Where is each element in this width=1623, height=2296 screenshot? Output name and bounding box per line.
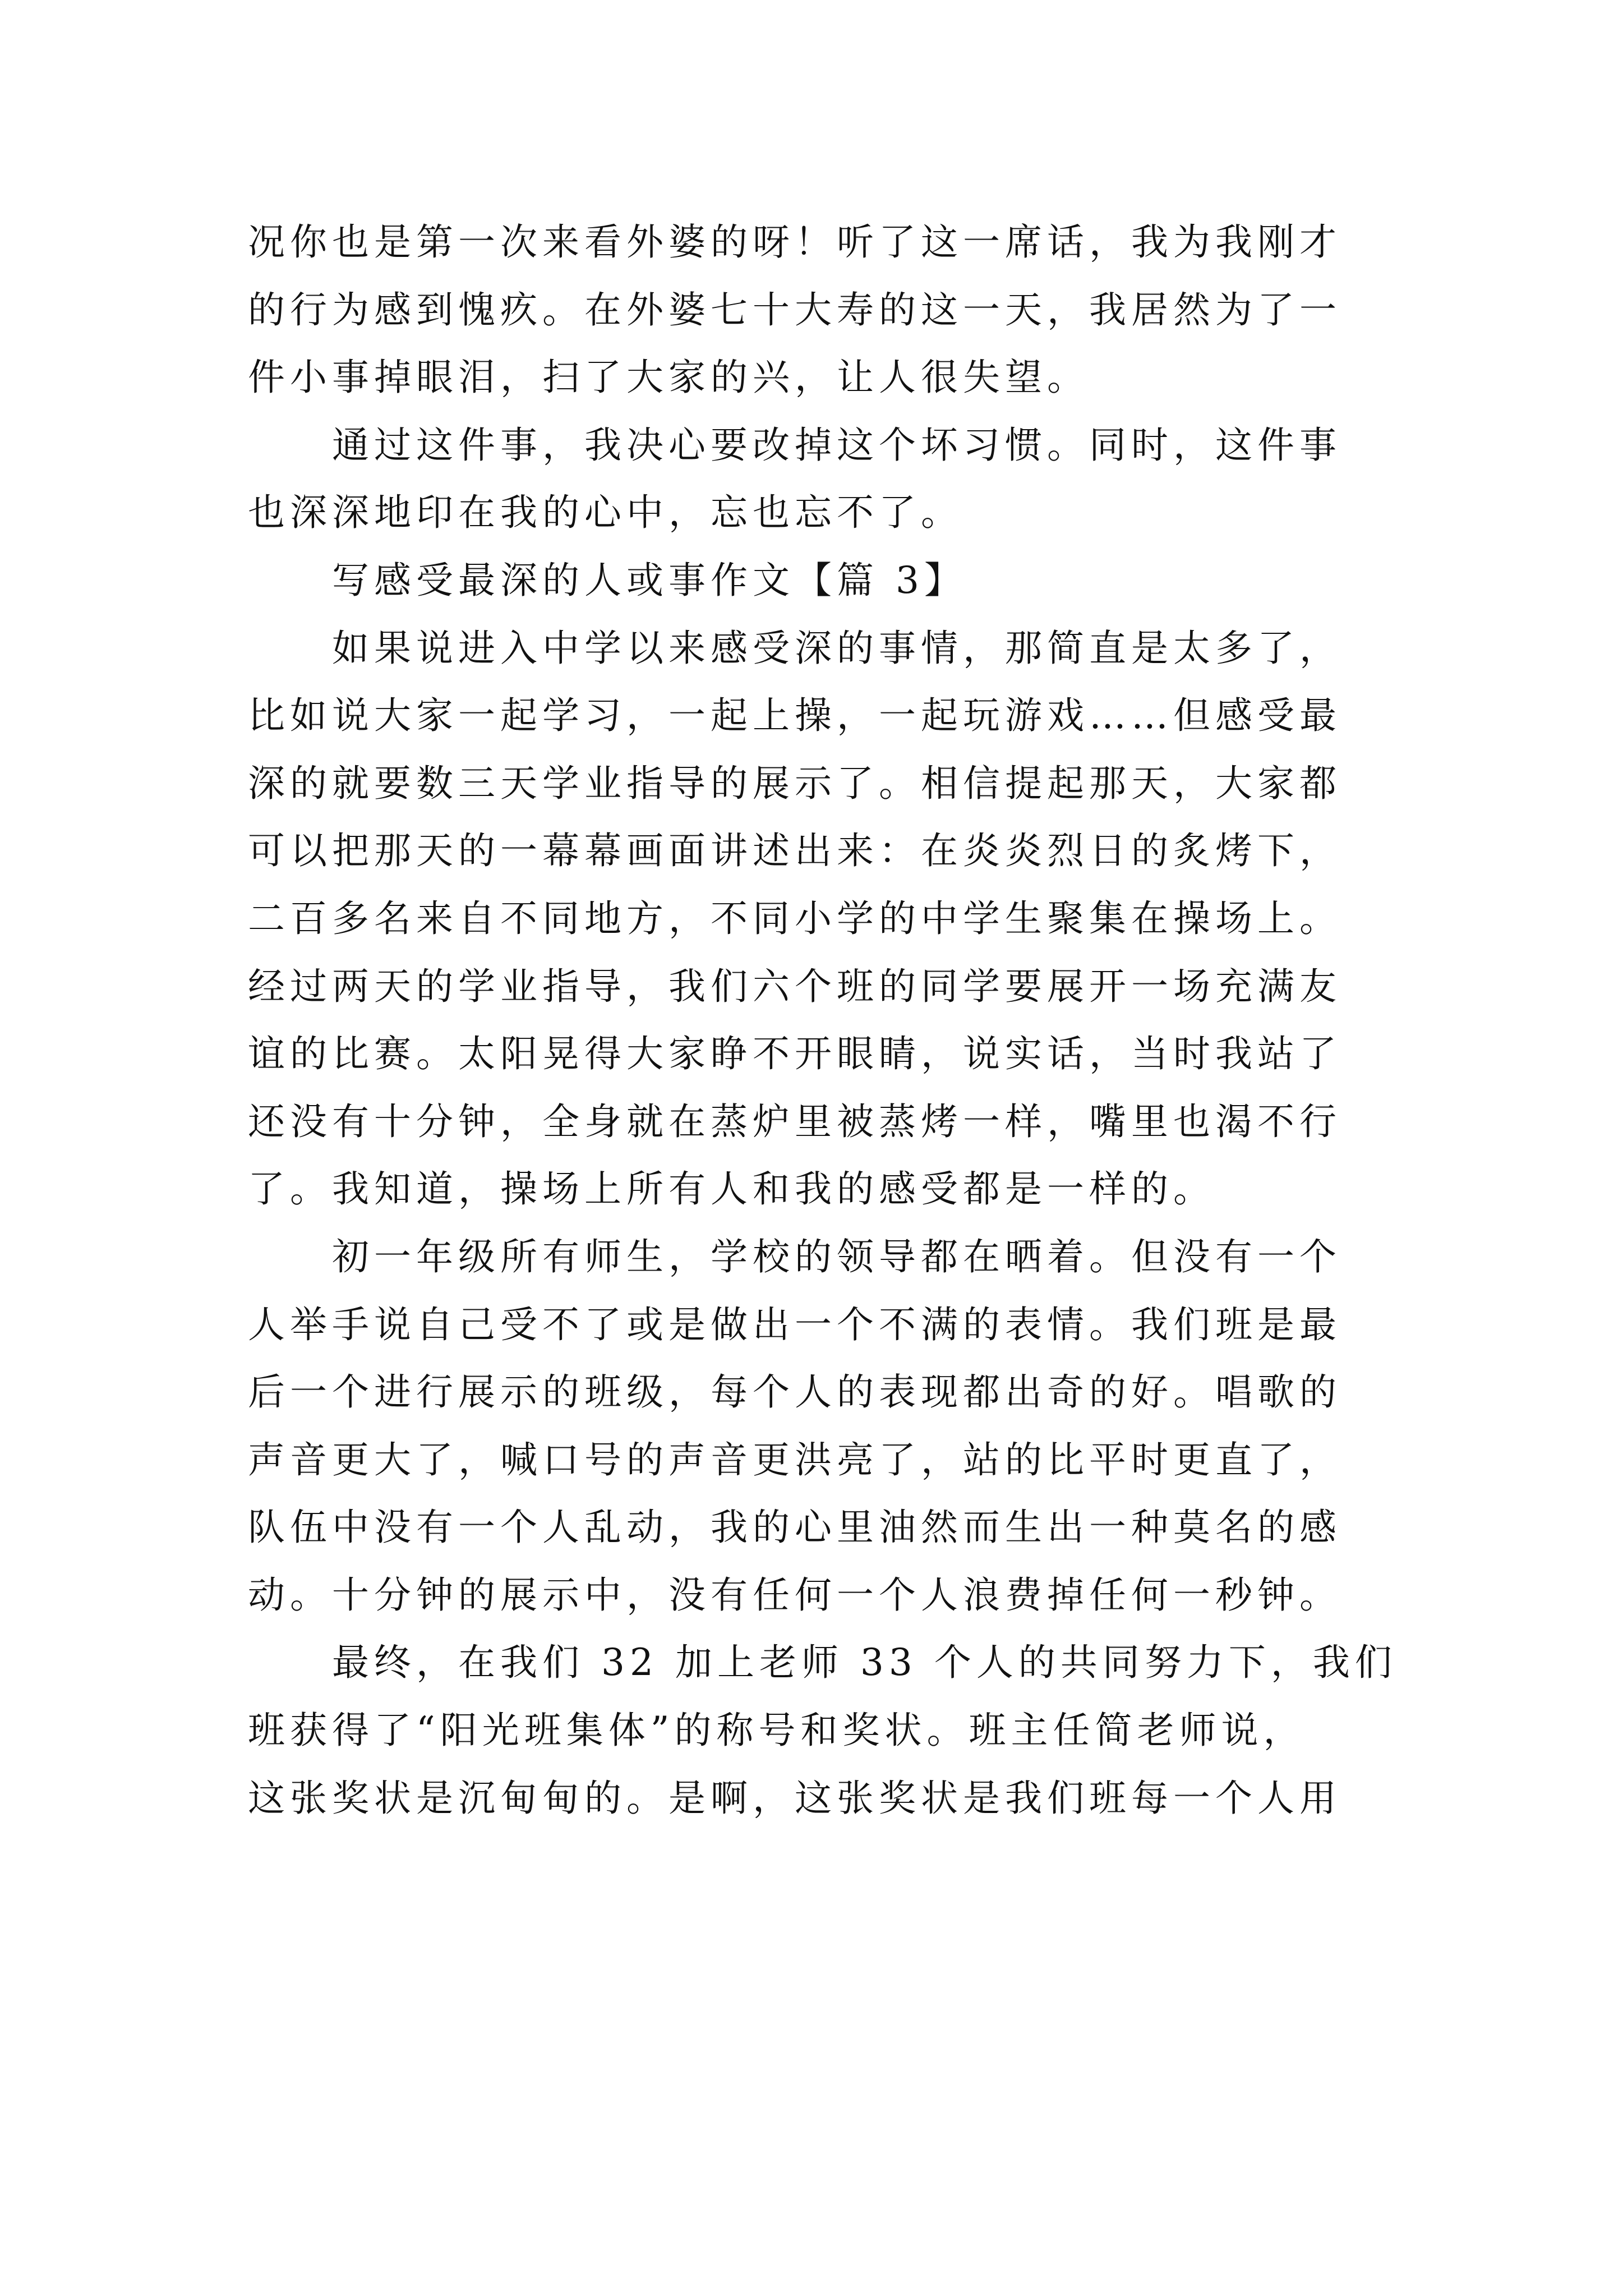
text-line: 队伍中没有一个人乱动，我的心里油然而生出一种莫名的感: [248, 1506, 1341, 1549]
text-line: 班获得了“阳光班集体”的称号和奖状。班主任简老师说，: [248, 1709, 1306, 1752]
text-line: 声音更大了，喊口号的声音更洪亮了，站的比平时更直了，: [248, 1438, 1341, 1481]
text-line: 况你也是第一次来看外婆的呀！听了这一席话，我为我刚才: [248, 220, 1341, 264]
text-line: 可以把那天的一幕幕画面讲述出来：在炎炎烈日的炙烤下，: [248, 829, 1341, 873]
text-line: 这张奖状是沉甸甸的。是啊，这张奖状是我们班每一个人用: [248, 1776, 1341, 1820]
text-line: 了。我知道，操场上所有人和我的感受都是一样的。: [248, 1167, 1215, 1211]
text-line: 动。十分钟的展示中，没有任何一个人浪费掉任何一秒钟。: [248, 1573, 1341, 1617]
text-line: 也深深地印在我的心中，忘也忘不了。: [248, 491, 963, 535]
text-line: 深的就要数三天学业指导的展示了。相信提起那天，大家都: [248, 761, 1341, 805]
paragraph-start-line: 初一年级所有师生，学校的领导都在晒着。但没有一个: [332, 1235, 1341, 1278]
text-line: 后一个进行展示的班级，每个人的表现都出奇的好。唱歌的: [248, 1370, 1341, 1414]
text-line: 比如说大家一起学习，一起上操，一起玩游戏……但感受最: [248, 694, 1341, 738]
text-line: 还没有十分钟，全身就在蒸炉里被蒸烤一样，嘴里也渴不行: [248, 1099, 1341, 1143]
section-heading: 写感受最深的人或事作文【篇 3】: [332, 558, 966, 602]
document-body: [248, 209, 1403, 1832]
paragraph-start-line: 如果说进入中学以来感受深的事情，那简直是太多了，: [332, 626, 1341, 670]
text-line: 二百多名来自不同地方，不同小学的中学生聚集在操场上。: [248, 896, 1341, 940]
text-line: 谊的比赛。太阳晃得大家睁不开眼睛，说实话，当时我站了: [248, 1032, 1341, 1076]
text-line: 的行为感到愧疚。在外婆七十大寿的这一天，我居然为了一: [248, 288, 1341, 332]
text-line: 经过两天的学业指导，我们六个班的同学要展开一场充满友: [248, 964, 1341, 1008]
text-line: 件小事掉眼泪，扫了大家的兴，让人很失望。: [248, 356, 1089, 399]
text-line: 人举手说自己受不了或是做出一个不满的表情。我们班是最: [248, 1303, 1341, 1346]
paragraph-start-line: 最终，在我们 32 加上老师 33 个人的共同努力下，我们: [332, 1641, 1397, 1685]
paragraph-start-line: 通过这件事，我决心要改掉这个坏习惯。同时，这件事: [332, 423, 1341, 467]
